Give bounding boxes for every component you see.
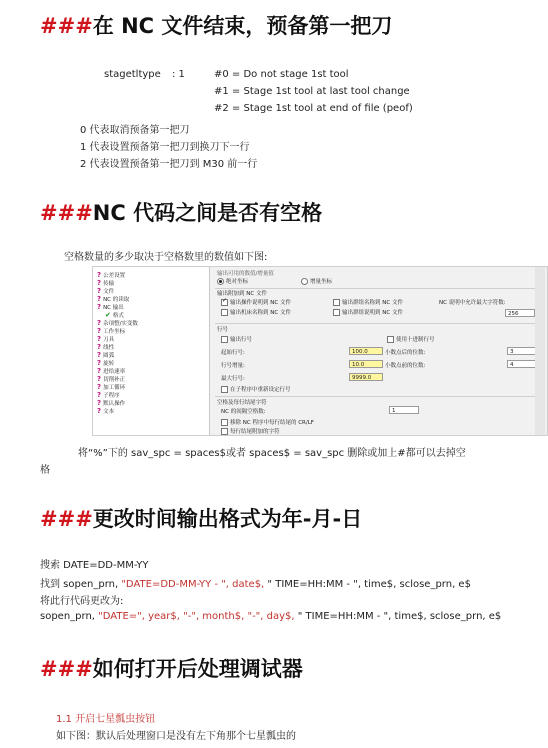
post-settings-panel (92, 266, 548, 436)
checkbox-icon (221, 428, 228, 435)
debugger-body: 如下图：默认后处理窗口是没有左下角那个七星瓢虫的 (56, 731, 296, 742)
tree-item[interactable]: ? NC 输出 (97, 303, 124, 311)
question-icon: ? (97, 335, 102, 343)
checkbox-decimal-line[interactable]: 使用十进制行号 (387, 335, 435, 343)
spaces-label: NC 的间隔空格数: (221, 409, 266, 415)
tree-item[interactable]: ? 工作坐标 (97, 327, 126, 335)
spaces-note-line1: 将“%”下的 sav_spc = spaces$或者 spaces$ = sav_spc 删除或加上#都可以去掉空 (78, 448, 466, 459)
checkbox-machine-name[interactable]: 输出机床名称到 NC 文件 (221, 308, 291, 316)
checkbox-sub-renumber[interactable]: 在子程序中重新设定行号 (221, 385, 291, 393)
question-icon: ? (97, 399, 102, 407)
heading-text: 如何打开后处理调试器 (92, 657, 303, 681)
start-line-input[interactable]: 100.0 (349, 347, 383, 355)
question-icon: ? (97, 303, 102, 311)
found-line: 找到 sopen_prn, "DATE=DD-MM-YY - ", date$, " TIME=HH:MM - ", time$, sclose_prn, e$ (40, 579, 471, 590)
change-to-line: 将此行代码更改为: (40, 596, 124, 607)
question-icon: ? (97, 327, 102, 335)
checkbox-icon (221, 299, 228, 306)
heading-debugger (40, 653, 303, 683)
search-line: 搜索 DATE=DD-MM-YY (40, 560, 149, 571)
max-line-input[interactable]: 9999.0 (349, 373, 383, 381)
decimal-after-label: 小数点后的位数: (385, 350, 426, 356)
checkmark-icon: ✔ (105, 311, 111, 319)
tree-item[interactable]: ? 传输 (97, 279, 115, 287)
checkbox-group-comment[interactable]: 输出群组说明到 NC 文件 (333, 308, 403, 316)
group-divider (215, 323, 537, 324)
question-icon: ? (97, 319, 102, 327)
question-icon: ? (97, 343, 102, 351)
radio-dot-icon (301, 278, 308, 285)
tree-item[interactable]: ? 切削补正 (97, 375, 126, 383)
settings-tree (93, 267, 210, 435)
desc-2: 2 代表设置预备第一把刀到 M30 前一行 (80, 159, 258, 170)
tree-item[interactable]: ? 旋转 (97, 359, 115, 367)
checkbox-line-numbers[interactable]: 输出行号 (221, 335, 252, 343)
max-chars-label: NC 说明中允许最大字符数: (439, 300, 506, 306)
tree-item[interactable]: ? NC 的读取 (97, 295, 130, 303)
checkbox-icon (333, 309, 340, 316)
question-icon: ? (97, 287, 102, 295)
heading-nc-spaces (40, 197, 322, 227)
checkbox-icon (221, 336, 228, 343)
checkbox-icon (221, 419, 228, 426)
new-code-line: sopen_prn, "DATE=", year$, "-", month$, "-", day$, " TIME=HH:MM - ", time$, sclose_prn, e$ (40, 611, 502, 622)
question-icon: ? (97, 271, 102, 279)
checkbox-group-name[interactable]: 输出群组名称到 NC 文件 (333, 298, 403, 306)
spaces-intro: 空格数量的多少取决于空格数里的数值如下图: (64, 252, 268, 263)
checkbox-icon (333, 299, 340, 306)
tree-item[interactable]: ? 默认操作 (97, 399, 126, 407)
question-icon: ? (97, 407, 102, 415)
max-line-label: 最大行号: (221, 376, 245, 382)
question-icon: ? (97, 279, 102, 287)
question-icon: ? (97, 359, 102, 367)
question-icon: ? (97, 391, 102, 399)
tree-item[interactable]: ? 进给速率 (97, 367, 126, 375)
checkbox-remove-crlf[interactable]: 移除 NC 程序中每行结尾的 CR/LF (221, 418, 314, 426)
group-divider (215, 396, 537, 397)
question-icon: ? (97, 375, 102, 383)
tree-item[interactable]: ? 加工循环 (97, 383, 126, 391)
tree-item[interactable]: ? 线性 (97, 343, 115, 351)
group-line-label: 行号 (217, 327, 229, 333)
option-0: #0 = Do not stage 1st tool (214, 69, 349, 80)
line-increment-input[interactable]: 10.0 (349, 360, 383, 368)
checkbox-icon (221, 386, 228, 393)
line-increment-label: 行号增量: (221, 363, 245, 369)
question-icon: ? (97, 383, 102, 391)
tree-item[interactable]: ? 杂项整/实变数 (97, 319, 138, 327)
question-icon: ? (97, 351, 102, 359)
heading-hash: ### (40, 201, 93, 225)
heading-date-format (40, 503, 362, 533)
option-2: #2 = Stage 1st tool at end of file (peof) (214, 103, 413, 114)
heading-stage-tool (40, 10, 392, 40)
tree-item[interactable]: ? 文件 (97, 287, 115, 295)
checkbox-op-comment[interactable]: ✓输出操作说明到 NC 文件 (221, 298, 291, 306)
heading-text: 在 NC 文件结束，预备第一把刀 (92, 14, 393, 38)
param-name: stagetltype (104, 69, 161, 80)
desc-1: 1 代表设置预备第一把刀到换刀下一行 (80, 142, 250, 153)
heading-hash: ### (40, 507, 93, 531)
max-chars-input[interactable]: 256 (505, 309, 535, 317)
tree-item[interactable]: ? 刀具 (97, 335, 115, 343)
param-value: : 1 (172, 69, 185, 80)
tree-item[interactable]: ? 公差设置 (97, 271, 126, 279)
spaces-input[interactable]: 1 (389, 406, 419, 414)
heading-hash: ### (40, 657, 93, 681)
tree-item[interactable]: ? 圆弧 (97, 351, 115, 359)
radio-incremental[interactable]: 增量坐标 (301, 277, 332, 285)
start-line-label: 起始行号: (221, 350, 245, 356)
radio-dot-icon (217, 278, 224, 285)
option-1: #1 = Stage 1st tool at last tool change (214, 86, 410, 97)
checkbox-icon (387, 336, 394, 343)
question-icon: ? (97, 367, 102, 375)
heading-text: 更改时间输出格式为年-月-日 (92, 507, 363, 531)
tree-item[interactable]: ? 文本 (97, 407, 115, 415)
subheading-ladybug: 1.1 开启七星瓢虫按钮 (56, 714, 156, 725)
decimal-before-input[interactable]: 4 (507, 360, 537, 368)
spaces-note-line2: 格 (40, 465, 50, 476)
heading-hash: ### (40, 14, 93, 38)
top-group-label: 输出可用的数值/增量值 (217, 271, 274, 277)
radio-absolute[interactable]: 绝对坐标 (217, 277, 248, 285)
checkbox-eol-chars[interactable]: 每行结尾附加的字符 (221, 427, 280, 435)
decimal-after-input[interactable]: 3 (507, 347, 537, 355)
tree-item[interactable]: ? 子程序 (97, 391, 120, 399)
question-icon: ? (97, 295, 102, 303)
heading-text: NC 代码之间是否有空格 (92, 201, 323, 225)
decimal-before-label: 小数点前的位数: (385, 363, 426, 369)
tree-item-selected[interactable]: ✔ 格式 (105, 311, 124, 319)
group-space-label: 空格及每行结尾字符 (217, 400, 267, 406)
group-output-label: 输出附加到 NC 文件 (217, 291, 267, 297)
desc-0: 0 代表取消预备第一把刀 (80, 125, 190, 136)
checkbox-icon (221, 309, 228, 316)
panel-scrollbar[interactable] (535, 267, 545, 435)
